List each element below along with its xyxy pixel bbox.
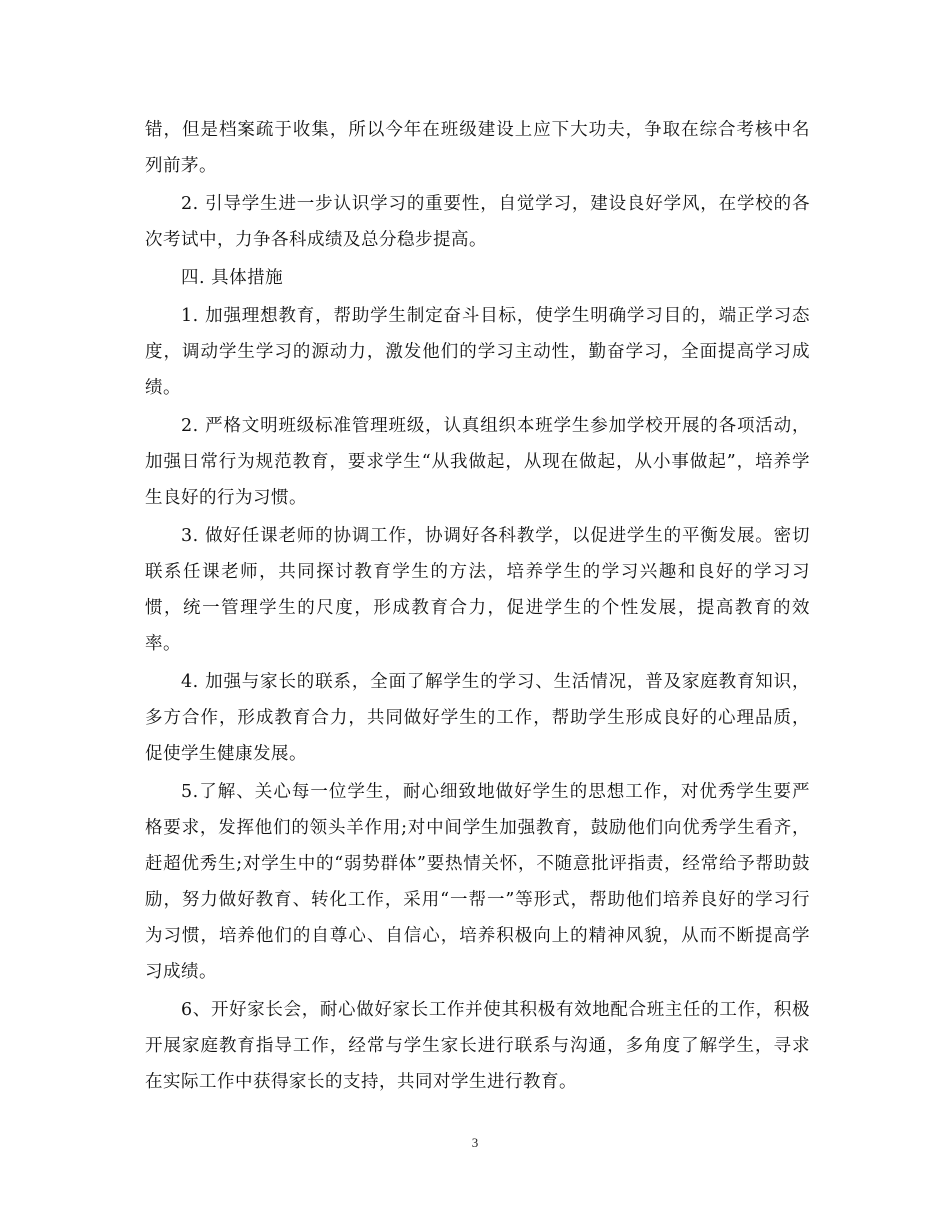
paragraph-measure-1: 1. 加强理想教育，帮助学生制定奋斗目标，使学生明确学习目的，端正学习态度，调动学生学习的源动力，激发他们的学习主动性，勤奋学习，全面提高学习成绩。 bbox=[145, 306, 810, 398]
paragraph-measure-6: 6、开好家长会，耐心做好家长工作并使其积极有效地配合班主任的工作，积极开展家庭教育指导工作，经常与学生家长进行联系与沟通，多角度了解学生，寻求在实际工作中获得家长的支持，共同对学生进行教育。 bbox=[145, 1000, 810, 1092]
paragraph-continuation: 错，但是档案疏于收集，所以今年在班级建设上应下大功夫，争取在综合考核中名列前茅。 bbox=[145, 120, 810, 176]
paragraph-measure-4: 4. 加强与家长的联系，全面了解学生的学习、生活情况，普及家庭教育知识，多方合作，形成教育合力，共同做好学生的工作，帮助学生形成良好的心理品质，促使学生健康发展。 bbox=[145, 672, 810, 764]
page-number: 3 bbox=[471, 1135, 479, 1150]
paragraph-measure-2: 2. 严格文明班级标准管理班级，认真组织本班学生参加学校开展的各项活动，加强日常行为规范教育，要求学生“从我做起，从现在做起，从小事做起”，培养学生良好的行为习惯。 bbox=[145, 416, 810, 508]
document-body bbox=[145, 112, 810, 1102]
section-heading-measures: 四. 具体措施 bbox=[181, 268, 284, 288]
paragraph-measure-5: 5.了解、关心每一位学生，耐心细致地做好学生的思想工作，对优秀学生要严格要求，发挥他们的领头羊作用;对中间学生加强教育，鼓励他们向优秀学生看齐，赶超优秀生;对学生中的“弱势群体”要热情关怀，不随意批评指责，经常给予帮助鼓励，努力做好教育、转化工作，采用“一帮一”等形式，帮助他们培养良好的学习行为习惯，培养他们的自尊心、自信心，培养积极向上的精神风貌，从而不断提高学习成绩。 bbox=[145, 782, 810, 982]
paragraph-measure-3: 3. 做好任课老师的协调工作，协调好各科教学，以促进学生的平衡发展。密切联系任课老师，共同探讨教育学生的方法，培养学生的学习兴趣和良好的学习习惯，统一管理学生的尺度，形成教育合力，促进学生的个性发展，提高教育的效率。 bbox=[145, 526, 810, 654]
paragraph-goal-2: 2. 引导学生进一步认识学习的重要性，自觉学习，建设良好学风，在学校的各次考试中，力争各科成绩及总分稳步提高。 bbox=[145, 194, 810, 250]
